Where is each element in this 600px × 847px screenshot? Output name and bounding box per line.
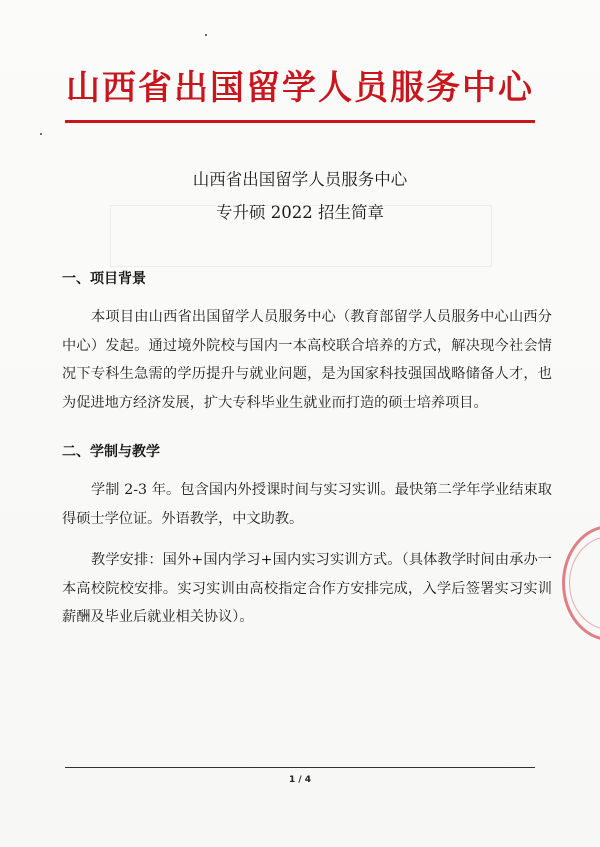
scan-speck [40,133,42,135]
scan-speck [205,34,207,36]
paragraph-background: 本项目由山西省出国留学人员服务中心（教育部留学人员服务中心山西分中心）发起。通过境外院校与国内一本高校联合培养的方式，解决现今社会情况下专科生急需的学历提升与就业问题，是为国家科技强国战略储备人才，也为促进地方经济发展，扩大专科毕业生就业而打造的硕士培养项目。 [62,309,552,412]
section-heading-program: 二、学制与教学 [62,444,160,460]
document-title-line1: 山西省出国留学人员服务中心 [192,170,408,189]
paragraph-teaching-arrangement: 教学安排：国外+国内学习+国内实习实训方式。（具体教学时间由承办一本高校院校安排。实习实训由高校指定合作方安排完成，入学后签署实习实训薪酬及毕业后就业相关协议）。 [62,552,552,626]
official-seal-inner-ring [569,536,600,630]
footer-rule [65,767,535,768]
letterhead-org-name: 山西省出国留学人员服务中心 [66,68,534,108]
paragraph-duration: 学制 2-3 年。包含国内外授课时间与实习实训。最快第二学年学业结束取得硕士学位证。外语教学，中文助教。 [62,482,552,527]
document-title-line2: 专升硕 2022 招生简章 [216,203,384,222]
official-seal-edge [562,525,600,641]
page-number: 1 / 4 [288,775,312,785]
letterhead-rule [65,120,535,123]
section-heading-background: 一、项目背景 [62,271,146,287]
